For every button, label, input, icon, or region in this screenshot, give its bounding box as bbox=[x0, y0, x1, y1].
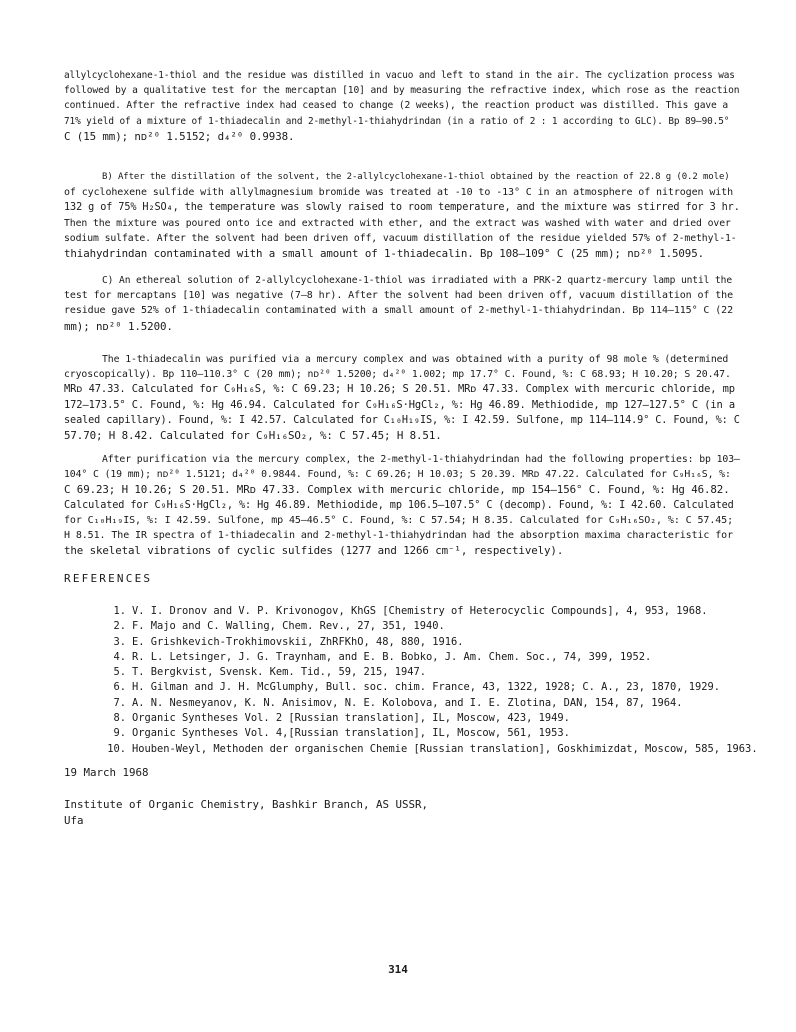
reference-item bbox=[102, 604, 762, 619]
paragraph-thiadecalin-purification bbox=[64, 352, 740, 443]
text-line: of cyclohexene sulfide with allylmagnesium bromide was treated at -10 to -13° C in an atmosphere of nitrogen with bbox=[64, 187, 734, 199]
reference-number: 8. bbox=[113, 712, 126, 725]
affiliation-line: Ufa bbox=[64, 814, 84, 827]
reference-text: A. N. Nesmeyanov, K. N. Anisimov, N. E. Kolobova, and I. E. Zlotina, DAN, 154, 87, 1964. bbox=[132, 696, 683, 709]
reference-number: 7. bbox=[113, 696, 126, 709]
reference-item bbox=[102, 635, 762, 650]
reference-item bbox=[102, 680, 762, 695]
text-line: Then the mixture was poured onto ice and extracted with ether, and the extract was washed with water and dried over bbox=[64, 217, 731, 229]
reference-number: 9. bbox=[113, 727, 126, 740]
reference-item bbox=[102, 696, 762, 711]
reference-item bbox=[102, 742, 762, 757]
text-line: continued. After the refractive index had ceased to change (2 weeks), the reaction product was distilled. This gave a bbox=[64, 100, 729, 112]
reference-number: 2. bbox=[113, 620, 126, 633]
text-line: 132 g of 75% H₂SO₄, the temperature was slowly raised to room temperature, and the mixture was stirred for 3 hr. bbox=[64, 202, 740, 214]
paragraph-cyclization bbox=[64, 68, 740, 144]
reference-text: Organic Syntheses Vol. 2 [Russian translation], IL, Moscow, 423, 1949. bbox=[132, 712, 570, 725]
reference-number: 3. bbox=[113, 635, 126, 648]
text-line: 71% yield of a mixture of 1-thiadecalin and 2-methyl-1-thiahydrindan (in a ratio of 2 : 1 according to GLC). Bp 89–90.5° bbox=[64, 115, 730, 127]
reference-number: 6. bbox=[113, 681, 126, 694]
reference-text: V. I. Dronov and V. P. Krivonogov, KhGS [Chemistry of Heterocyclic Compounds], 4, 953, 1968. bbox=[132, 605, 708, 617]
text-line: test for mercaptans [10] was negative (7–8 hr). After the solvent had been driven off, vacuum distillation of the bbox=[64, 290, 734, 302]
text-line: C (15 mm); nᴅ²⁰ 1.5152; d₄²⁰ 0.9938. bbox=[64, 129, 295, 143]
text-line: After purification via the mercury complex, the 2-methyl-1-thiahydrindan had the following properties: bp 103– bbox=[102, 454, 740, 465]
affiliation bbox=[64, 797, 428, 829]
text-line: allylcyclohexane-1-thiol and the residue was distilled in vacuo and left to stand in the air. The cyclization process was bbox=[64, 70, 735, 81]
text-line: sealed capillary). Found, %: I 42.57. Calculated for C₁₀H₁₉IS, %: I 42.59. Sulfone, mp 114–114.9° C. Found, %: C bbox=[64, 414, 740, 426]
text-line: mm); nᴅ²⁰ 1.5200. bbox=[64, 319, 173, 333]
reference-number: 4. bbox=[113, 650, 126, 663]
reference-item bbox=[102, 726, 762, 741]
reference-text: H. Gilman and J. H. McGlumphy, Bull. soc. chim. France, 43, 1322, 1928; C. A., 23, 1870, 1929. bbox=[132, 681, 721, 694]
text-line: The 1-thiadecalin was purified via a mercury complex and was obtained with a purity of 98 mole % (determined bbox=[102, 354, 729, 365]
text-line: H 8.51. The IR spectra of 1-thiadecalin and 2-methyl-1-thiahydrindan had the absorption maxima characteristic for bbox=[64, 530, 734, 542]
reference-text: Houben-Weyl, Methoden der organischen Chemie [Russian translation], Goskhimizdat, Moscow, 585, 1963. bbox=[132, 742, 758, 755]
text-line: 104° C (19 mm); nᴅ²⁰ 1.5121; d₄²⁰ 0.9844. Found, %: C 69.26; H 10.03; S 20.39. MRᴅ 47.22. Calculated for C₉H₁₆S, %: bbox=[64, 469, 731, 481]
text-line: sodium sulfate. After the solvent had been driven off, vacuum distillation of the residue yielded 57% of 2-methyl-1- bbox=[64, 232, 737, 244]
reference-text: Organic Syntheses Vol. 4,[Russian translation], IL, Moscow, 561, 1953. bbox=[132, 727, 570, 740]
text-line: followed by a qualitative test for the mercaptan [10] and by measuring the refractive index, which rose as the reaction bbox=[64, 85, 740, 97]
reference-text: F. Majo and C. Walling, Chem. Rev., 27, 351, 1940. bbox=[132, 620, 445, 633]
reference-number: 10. bbox=[107, 742, 126, 755]
reference-text: E. Grishkevich-Trokhimovskii, ZhRFKhO, 48, 880, 1916. bbox=[132, 635, 464, 648]
reference-number: 5. bbox=[113, 666, 126, 679]
text-line: 172–173.5° C. Found, %: Hg 46.94. Calculated for C₉H₁₆S·HgCl₂, %: Hg 46.89. Methiodide, mp 127–127.5° C (in a bbox=[64, 398, 735, 411]
text-line: MRᴅ 47.33. Calculated for C₉H₁₆S, %: C 69.23; H 10.26; S 20.51. MRᴅ 47.33. Complex with mercuric chloride, mp bbox=[64, 383, 735, 396]
text-line: residue gave 52% of 1-thiadecalin contaminated with a small amount of 2-methyl-1-thiahydrindan. Bp 114–115° C (22 bbox=[64, 305, 734, 317]
text-line: Calculated for C₉H₁₆S·HgCl₂, %: Hg 46.89. Methiodide, mp 106.5–107.5° C (decomp). Found, %: I 42.60. Calculated bbox=[64, 499, 734, 511]
reference-item bbox=[102, 665, 762, 680]
text-line: for C₁₀H₁₉IS, %: I 42.59. Sulfone, mp 45–46.5° C. Found, %: C 57.54; H 8.35. Calculated for C₉H₁₆SO₂, %: C 57.45; bbox=[64, 514, 734, 526]
text-line: thiahydrindan contaminated with a small amount of 1-thiadecalin. Bp 108–109° C (25 mm); nᴅ²⁰ 1.5095. bbox=[64, 247, 705, 261]
text-line: the skeletal vibrations of cyclic sulfides (1277 and 1266 cm⁻¹, respectively). bbox=[64, 544, 564, 558]
references-heading: REFERENCES bbox=[64, 572, 153, 585]
paragraph-method-c bbox=[64, 273, 740, 334]
references-list bbox=[102, 604, 762, 757]
reference-item bbox=[102, 619, 762, 634]
paragraph-method-b bbox=[64, 170, 740, 261]
reference-text: R. L. Letsinger, J. G. Traynham, and E. B. Bobko, J. Am. Chem. Soc., 74, 399, 1952. bbox=[132, 650, 652, 663]
reference-item bbox=[102, 711, 762, 726]
reference-text: T. Bergkvist, Svensk. Kem. Tid., 59, 215, 1947. bbox=[132, 666, 427, 679]
reference-number: 1. bbox=[113, 605, 126, 617]
text-line: C 69.23; H 10.26; S 20.51. MRᴅ 47.33. Complex with mercuric chloride, mp 154–156° C. Found, %: Hg 46.82. bbox=[64, 483, 730, 497]
text-line: C) An ethereal solution of 2-allylcyclohexane-1-thiol was irradiated with a PRK-2 quartz-mercury lamp until the bbox=[102, 275, 733, 286]
text-line: cryoscopically). Bp 110–110.3° C (20 mm); nᴅ²⁰ 1.5200; d₄²⁰ 1.002; mp 17.7° C. Found, %: C 68.93; H 10.20; S 20.47. bbox=[64, 369, 731, 381]
affiliation-line: Institute of Organic Chemistry, Bashkir Branch, AS USSR, bbox=[64, 798, 429, 811]
received-date: 19 March 1968 bbox=[64, 766, 149, 779]
text-line: B) After the distillation of the solvent, the 2-allylcyclohexane-1-thiol obtained by the reaction of 22.8 g (0.2 mole) bbox=[102, 172, 730, 182]
paragraph-thiahydrindan-purification bbox=[64, 452, 740, 558]
page-number: 314 bbox=[388, 963, 408, 976]
text-line: 57.70; H 8.42. Calculated for C₉H₁₆SO₂, %: C 57.45; H 8.51. bbox=[64, 429, 442, 443]
reference-item bbox=[102, 650, 762, 665]
